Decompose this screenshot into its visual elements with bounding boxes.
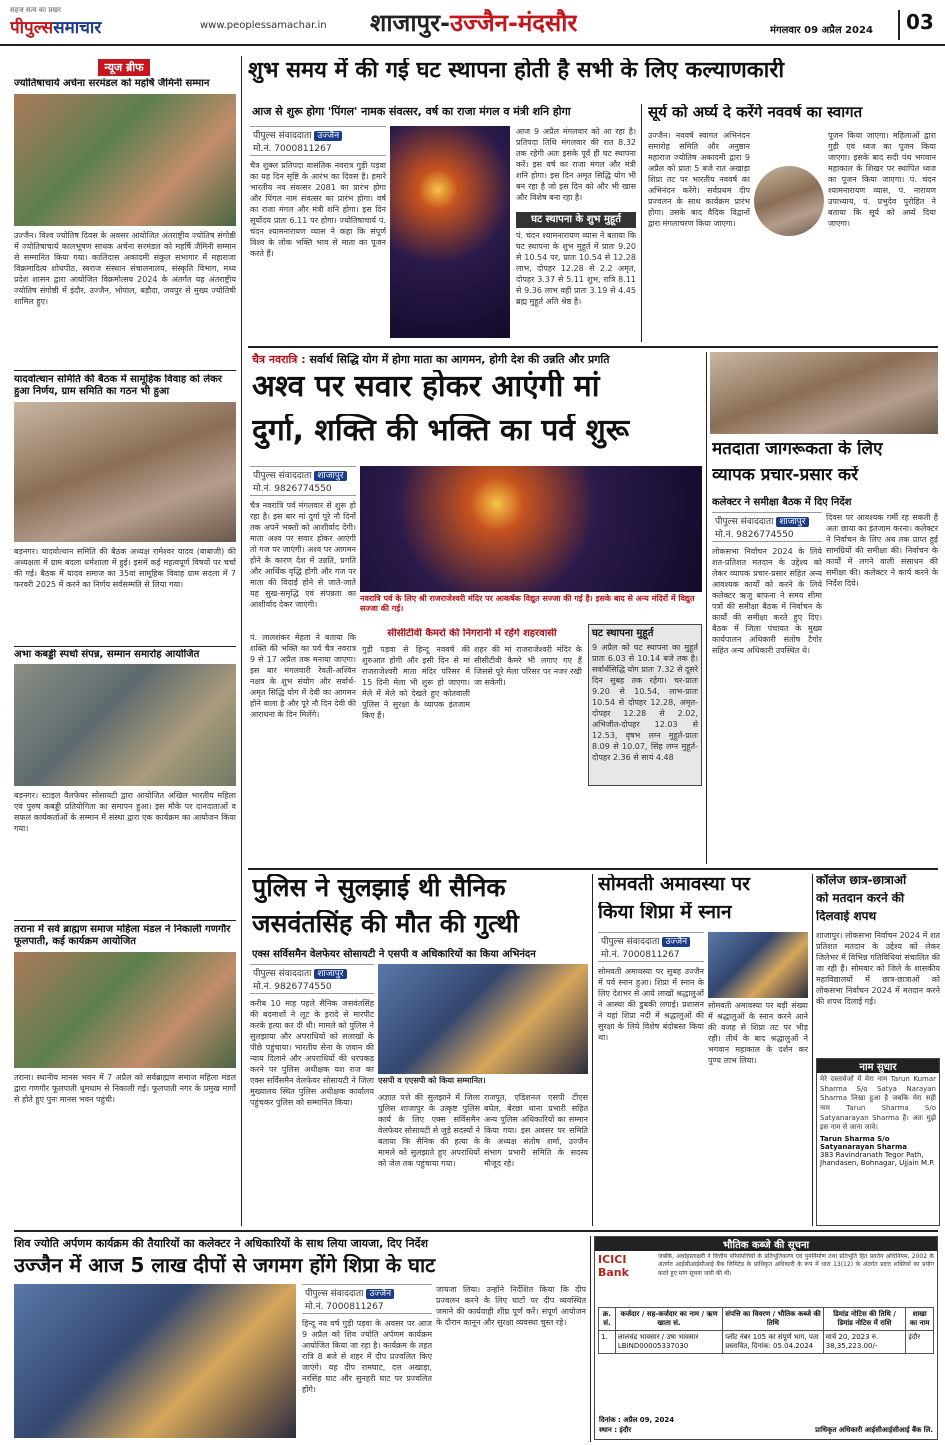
story3-kicker: चैत्र नवरात्रि : सर्वार्थ सिद्धि योग में होगा माता का आगमन, होगी देश की उन्नति और प्रगति: [252, 353, 610, 366]
story3-body: चैत्र नवरात्रि पर्व मंगलवार से शुरू हो रहा है। इस बार मां दुर्गा पूरे नौ दिनों तक अपने भक्तों को आशीर्वाद देंगी। माता अश्व पर सवार होकर आएंगी तो गज पर जाएंगी। अश्व पर आगमन होने के कारण देश में उन्नति, प्रगति और आर्थिक वृद्धि होगी और गज पर माता की विदाई होने से जाते-जाते यह सुख-समृद्धि एवं संपन्नता का आशीर्वाद देकर जाएंगी।: [250, 501, 356, 610]
divider: [14, 370, 236, 371]
page-number: 03: [898, 10, 938, 40]
notice-col-demand: डिमांड नोटिस की तिथि / डिमांड नोटिस में राशि: [823, 1308, 906, 1331]
story2-body: उज्जैन। नववर्ष स्वागत अभिनंदन समारोह समिति और अनुष्ठान महाराज ज्योतिष अकादमी द्वारा 9 अप्रैल को प्रातः 5 बजे रात अखाड़ा शिप्रा तट पर भारतीय नववर्ष का अभिनंदन करेंगे। सर्वप्रथम दीप प्रज्वलन के साथ कार्यक्रम प्रारंभ होगा। उसके बाद वैदिक विद्वानों द्वारा मंगलाचरण किया जाएगा।: [648, 131, 750, 229]
cctv-body-2: शहर की मां राजराजेश्वरी मंदिर के सीसीटीवी कैमरे भी लगाए गए हैं जिससे पूरे मेला परिसर पर नजर रखी जा सकेगी।: [474, 645, 582, 688]
story8-kicker: शिव ज्योति अर्पणम कार्यक्रम की तैयारियों का कलेक्टर ने अधिकारियों के साथ लिया जायजा, दिए निर्देश: [14, 1237, 428, 1250]
brief2-headline: यादवोत्थान समिति की बैठक में सामूहिक विवाह को लेकर हुआ निर्णय, ग्राम समिति का गठन भी हुआ: [14, 374, 222, 397]
news-brief-label: न्यूज ब्रीफ: [98, 59, 149, 76]
story1-mobile: मो.नं. 7000811267: [253, 144, 332, 154]
story6-body-2: सोमवती अमावस्या पर बड़ी संख्या में श्रद्धालुओं के स्नान करने आने की वजह से शिप्रा तट पर भीड़ रही। तीर्थ के बाद श्रद्धालुओं ने भगवान महाकाल के दर्शन कर पुण्य लाभ लिया।: [708, 1001, 808, 1066]
story1-byline: पीपुल्स संवाददाता उज्जैन मो.नं. 7000811267: [250, 126, 386, 156]
logo-name: पीपुल्स: [10, 18, 54, 38]
cctv-body: गुड़ी पड़वा से हिन्दू नववर्ष की शुरुआत होगी और इसी दिन से मां राजराजेश्वरी माता मंदिर परिसर में 15 दिनी मेला भी शुरू हो जाएगा। मेले में मेले को देखते हुए कोतवाली पुलिस ने सुरक्षा के व्यापक इंतजाम किए हैं।: [362, 645, 470, 721]
brief1-photo: [14, 94, 236, 226]
divider: [14, 1230, 938, 1232]
column-divider: [241, 56, 242, 1226]
name-change-signature: Tarun Sharma S/o Satyanarayan Sharma: [820, 1134, 907, 1151]
name-change-heading: नाम सुधार: [817, 1059, 939, 1073]
logo-tagline: सहज सत्य का प्रखर: [10, 6, 61, 14]
brief3-headline: अभा कबड्डी स्पर्धा संपन्न, सम्मान समारोह आयोजित: [14, 649, 200, 660]
temple-photo-caption: नवरात्रि पर्व के लिए श्री राजराजेश्वरी मंदिर पर आकर्षक विद्युत सज्जा की गई है। इसके बाद से अन्य मंदिरों में विद्युत सज्जा की गई।: [360, 594, 695, 614]
newspaper-logo: [10, 6, 210, 40]
brief1-body: उज्जैन। विश्व ज्योतिष दिवस के अवसर आयोजित अंतराष्ट्रीय ज्योतिष संगोष्ठी में ज्योतिषाचार्य कालभूषण साधक अर्चना सरमंडल को महर्षि जैमिनी सम्मान से सम्मानित किया गया। कालिदास अकादमी संकुल सभागार में महाराजा विक्रमादित्य शोधपीठ, स्वराज संस्थान संचालनालय, संस्कृति विभाग, मध्य प्रदेश शासन द्वारा आयोजित विक्रमोत्सव 2024 के अंतर्गत यह अंतराष्ट्रीय ज्योतिष संगोष्ठी में इंदौर, उज्जैन, भोपाल, बड़ौदा, जयपुर से मुख्य ज्योतिषी शामिल हुए।: [14, 231, 236, 307]
brief4-body: तराना। स्थानीय मानस भवन में 7 अप्रैल को सर्वब्राह्मण समाज महिला मंडल द्वारा गणगौर फूलपाती धूमधाम से निकाली गई। फूलपाती नगर के प्रमुख मार्गों से होते हुए पुनः मानस भवन पहुंची।: [14, 1073, 236, 1105]
cctv-heading: सीसीटीवी कैमरों की निगरानी में रहेंगे शहरवासी: [387, 628, 557, 639]
ghat-muhurat-box: [588, 624, 702, 786]
police-honour-photo: [378, 964, 588, 1074]
meeting-photo: [710, 352, 938, 434]
bank-possession-notice: [594, 1236, 938, 1440]
story4-byline: पीपुल्स संवाददाता शाजापुर मो.नं. 9826774550: [712, 512, 822, 542]
notice-col-branch: शाखा का नाम: [906, 1308, 934, 1331]
story8-body-2: जायजा लिया। उन्होंने निर्देशित किया कि दीप प्रज्वलन करने के लिए घाटों पर दीप व्यवस्थित जमाने की कार्यवाही शीघ्र पूर्ण करें। संपूर्ण आयोजन के दौरान कानून और सुरक्षा व्यवस्था चुस्त रहे।: [436, 1285, 586, 1328]
edition-title: शाजापुर-उज्जैन-मंदसौर: [370, 9, 578, 37]
temple-night-photo: [360, 466, 702, 592]
issue-date: मंगलवार 09 अप्रैल 2024: [770, 25, 873, 36]
story3-headline-2: दुर्गा, शक्ति की भक्ति का पर्व शुरू: [252, 414, 630, 448]
story5-body-3: राजपूत, एडिशनल एसपी टीएस बघेल, बेरछा थाना प्रभारी सहित अन्य पुलिस अधिकारियों का सम्मान किया गया। इस अवसर पर समिति के अध्यक्ष संतोष शर्मा, उज्जैन संभाग प्रभारी समिति के सदस्य मौजूद रहे।: [484, 1093, 588, 1169]
story1-body-2: आज 9 अप्रैल मंगलवार को आ रहा है। प्रतिपदा तिथि मंगलवार की रात 8.32 तक रहेगी अतः इसके पूर्व ही घट स्थापना करें। इस वर्ष का राजा मंगल और मंत्री शनि होगा। इस दिन अमृत सिद्धि योग भी बन रहा है जो इस दिन को और भी खास और विशेष बना रहा है।: [516, 127, 636, 203]
notice-col-borrower: कर्जदार / सह-कर्जदार का नाम / ऋण खाता सं.: [615, 1308, 722, 1331]
ghat-muhurat-heading: घट स्थापना मुहूर्त: [592, 628, 654, 639]
notice-col-serial: क्र. सं.: [599, 1308, 616, 1331]
icici-bank-logo: ICICI Bank: [598, 1253, 629, 1279]
story6-body: सोमवती अमावस्या पर सुबह उज्जैन में पर्व स्नान हुआ। शिप्रा में स्नान के लिए देशभर से आये लाखों श्रद्धालुओं ने आस्था की डुबकी लगाई। प्रशासन ने यहां शिप्रा नदी में श्रद्धालुओं की सुरक्षा के लिये विशेष बंदोबस्त किया था।: [598, 967, 704, 1043]
muhurat-body: पं. चंदन श्यामनारायण व्यास ने बताया कि घट स्थापना के शुभ मुहूर्त में प्रातः 9.20 से 10.54 पर, प्रातः 10.54 से 12.28 लाभ, दोपहर 12.28 से 2.2 अमृत, दोपहर 3.37 से 5.11 शुभ, रात्रि 8.11 से 9.36 लाभ वहीं प्रातः 3.19 से 4.45 ब्रह्म मुहूर्त अति श्रेष्ठ है।: [516, 231, 636, 307]
shipra-ghat-photo: [14, 1284, 296, 1438]
news-brief-column: [14, 56, 236, 1226]
story2-body-2: पूजन किया जाएगा। महिलाओं द्वारा गुड़ी एवं ध्वज का पूजन किया जाएगा। इसके बाद सदी पंथ भगवान महाकाल के शिखर पर स्थापित ध्वज का पूजन किया जाएगा। पं. चंदन श्यामनारायण व्यास, पं. नारायण उपाध्याय, पं. प्रभुदेव पुरोहित ने बताया कि सूर्य को अर्घ्य दिया जाएगा।: [828, 131, 936, 229]
logo-name-2: समाचार: [53, 18, 102, 38]
story3-headline-1: अश्व पर सवार होकर आएंगी मां: [252, 370, 600, 404]
notice-place: स्थान : इंदौर: [599, 1426, 632, 1434]
story1-subhead: आज से शुरू होगा 'पिंगल' नामक संवत्सर, वर्ष का राजा मंगल व मंत्री शनि होगा: [252, 105, 571, 118]
shipra-bath-photo: [708, 932, 808, 998]
story1-photo: [390, 126, 510, 338]
story8-body: हिन्दू नव वर्ष गुड़ी पड़वा के अवसर पर आज 9 अप्रैल को शिव ज्योति अर्पणम कार्यक्रम आयोजित किया जा रहा है। कार्यक्रम के तहत रात्रि 8 बजे से शहर में दीप प्रज्वलित किए जाएंगे। यह दीप रामघाट, दत्त अखाड़ा, नरसिंह घाट और सुनहरी घाट पर प्रज्वलित होंगे।: [302, 1319, 432, 1395]
notice-table: [598, 1307, 934, 1354]
ghat-muhurat-body: 9 अप्रैल को घट स्थापना का मुहूर्त प्रातः 6.03 से 10.14 बजे तक है। सर्वार्थसिद्धि योग प्रातः 7.32 से दूसरे दिन सुबह तक रहेगा। चर-प्रातः 9.20 से 10.54, लाभ-प्रातः 10.54 से दोपहर 12.28, अमृत-दोपहर 12.28 से 2.02, अभिजीत-दोपहर 12.03 से 12.53, वृषभ लग्न मुहूर्त-प्रातः 8.09 से 10.07, सिंह लग्न मुहूर्त-दोपहर 2.36 से सायं 4.48: [592, 642, 698, 762]
name-change-notice: [816, 1058, 940, 1226]
notice-col-property: संपत्ति का विवरण / भौतिक कब्जे की तिथि: [723, 1308, 824, 1331]
story1-body: चैत्र शुक्ल प्रतिपदा वासंतिक नवरात्र गुड़ी पड़वा का यह दिन सृष्टि के आरंभ का दिवस है। हमारे भारतीय नव संवत्सर 2081 का प्रारंभ होगा और पिंगल नाम संवत्सर का प्रारंभ होगा। वर्ष का राजा मंगल और मंत्री शनि होगा। इस दिन सूर्योदय प्रातः 6.11 पर होगा। ज्योतिषाचार्य पं. चंदन श्यामनारायण व्यास ने कहा कि संपूर्ण विश्व के लोक भक्ति भाव से माता का पूजन करते हैं।: [250, 161, 386, 259]
story5-headline-2: जसवंतसिंह की मौत की गुत्थी: [252, 910, 519, 938]
column-divider: [641, 104, 642, 342]
website-url[interactable]: www.peoplessamachar.in: [200, 20, 327, 31]
column-divider: [706, 352, 707, 864]
story7-headline-1: कॉलेज छात्र-छात्राओं: [816, 874, 907, 887]
brief2-photo: [14, 402, 236, 542]
brief1-headline: ज्योतिषाचार्य अर्चना सरमंडल को महर्षि जैमिनी सम्मान: [14, 78, 210, 89]
story7-body: शाजापुर। लोकसभा निर्वाचन 2024 में शत प्रतिशत मतदान के उद्देश्य को लेकर जिलेभर में विभिन्न गतिविधियां संचालित की जा रही हैं। सोमवार को जिले के शासकीय महाविद्यालयों में छात्र-छात्राओं को लोकसभा निर्वाचन 2024 में मतदान करने की शपथ दिलाई गई।: [816, 931, 940, 1007]
story4-body: लोकसभा निर्वाचन 2024 के लिये शत-प्रतिशत मतदान के उद्देश्य को लेकर व्यापक प्रचार-प्रसार सहित अन्य आवश्यक कार्यों को करने के लिये कलेक्टर ऋजु बाफना ने समय सीमा पत्रों की समीक्षा बैठक में निर्वाचन के कार्यों की समीक्षा करते हुए दिए। बैठक में जिला पंचायत के मुख्य कार्यपालन अधिकारी संतोष टैगोर सहित अन्य अधिकारी उपस्थित थे।: [712, 547, 822, 656]
column-divider: [592, 874, 593, 1226]
story8-headline: उज्जैन में आज 5 लाख दीपों से जगमग होंगे शिप्रा के घाट: [14, 1254, 436, 1277]
story5-body-2: अज्ञात पत्ते की सुलझाने में जिला पुलिस शाजापुर के उत्कृष्ट पुलिस कार्य के लिए एक्स सर्विसमैन वेलफेयर सोसायटी से जुड़े सदस्यों ने बताया कि सैनिक की हत्या के मामले को सुलझाते हुए अपराधियों को जेल तक पहुंचाया गया।: [378, 1093, 480, 1169]
story6-byline: पीपुल्स संवाददाता उज्जैन मो.नं. 7000811267: [598, 932, 704, 962]
police-photo-caption: एसपी व एएसपी को किया सम्मानित।: [378, 1076, 486, 1085]
table-row: 1. लालचंद्र भावसार / उषा भावसार LBIND00005337030 प्लॉट नंबर 105 का संपूर्ण भाग, पता प्रस्तावित, दिनांक: 05.04.2024 मार्च 20, 2023 रु. 38,35,223.00/- इंदौर: [599, 1331, 934, 1354]
name-change-address: 383 Ravindranath Tegor Path, Jhandasen, Bohnagar, Ujjain M.P.: [820, 1150, 935, 1167]
brief4-photo: [14, 952, 236, 1068]
divider: [248, 346, 938, 348]
story4-headline-1: मतदाता जागरूकता के लिए: [712, 440, 883, 459]
notice-date: दिनांक : अप्रैल 09, 2024: [599, 1416, 675, 1424]
divider: [14, 920, 236, 921]
story1-headline: शुभ समय में की गई घट स्थापना होती है सभी के लिए कल्याणकारी: [248, 58, 785, 83]
story5-body: करीब 10 माह पहले सैनिक जसवंतसिंह की बदमाशों ने लूट के इरादे से मारपीट करके हत्या कर दी थी। मामले को पुलिस ने सुलझाया और अपराधियों को सलाखों के पीछे पहुंचाया। भारतीय सेना के जवान की न्याय दिलाने और अपराधियों की धरपकड़ करने पर पुलिस अधीक्षक यश राज का एक्स सर्विसमैन वेलफेयर सोसायटी ने जिला मुख्यालय स्थित पुलिस अधीक्षक कार्यालय पहुंचकर पुलिस को सम्मानित किया।: [250, 999, 374, 1108]
masthead: [0, 0, 945, 46]
story3-body-2: पं. लालशंकर मेहता ने बताया कि शक्ति की भक्ति का पर्व चैत्र नवरात्र 9 से 17 अप्रैल तक मनाया जाएगा। इस बार मंगलवारी रेवती-अश्विन नक्षत्र के शुभ संयोग और सर्वार्थ-अमृत सिद्धि योग में देवी का आगमन होने वाला है और पूरे नौ दिन देवी की आराधना के दिन मिलेंगे।: [250, 633, 356, 720]
notice-intro: जबकि, अधोहस्ताक्षरी ने वित्तीय परिसंपत्तियों के प्रतिभूतिकरण एवं पुनर्निर्माण तथा प्रतिभूति हित प्रवर्तन अधिनियम, 2002 के अंतर्गत आईसीआईसीआई बैंक लिमिटेड के प्राधिकृत अधिकारी के रूप में धारा 13(12) के अंतर्गत प्रदत्त शक्तियों का प्रयोग करते हुए मांग सूचना जारी की थी।: [658, 1253, 934, 1277]
story8-byline: पीपुल्स संवाददाता उज्जैन मो.नं. 7000811267: [302, 1284, 432, 1314]
story2-headline: सूर्य को अर्घ्य दे करेंगे नववर्ष का स्वागत: [648, 104, 863, 121]
story6-headline-1: सोमवती अमावस्या पर: [598, 874, 750, 895]
brief3-photo: [14, 664, 236, 786]
notice-heading: भौतिक कब्जे की सूचना: [595, 1237, 937, 1251]
story5-subhead: एक्स सर्विसमैन वेलफेयर सोसायटी ने एसपी व अधिकारियों का किया अभिनंदन: [252, 949, 536, 960]
story7-headline-2: को मतदान करने की: [816, 892, 905, 905]
coconut-kalash-photo: [754, 166, 824, 236]
story4-headline-2: व्यापक प्रचार-प्रसार करें: [712, 466, 859, 485]
notice-signatory: प्राधिकृत अधिकारी आईसीआईसीआई बैंक लि.: [815, 1426, 933, 1434]
muhurat-heading: घट स्थापना के शुभ मुहूर्त: [516, 212, 636, 228]
brief4-headline: तराना में सर्व ब्राह्मण समाज महिला मंडल ने निकाली गणगौर फूलपाती, कई कार्यक्रम आयोजित: [14, 924, 231, 947]
divider: [248, 868, 938, 870]
column-divider: [812, 874, 813, 1226]
story5-byline: पीपुल्स संवाददाता शाजापुर मो.नं. 9826774550: [250, 964, 374, 994]
story4-subhead: कलेक्टर ने समीक्षा बैठक में दिए निर्देश: [712, 497, 852, 508]
story1-city: उज्जैन: [314, 131, 342, 141]
brief2-body: बड़नगर। यादवोत्थान समिति की बैठक अध्यक्ष रामेश्वर यादव (बाबाजी) की अध्यक्षता में ग्राम बदला धर्मशाला में हुई। इसमें कई महत्वपूर्ण विषयों पर चर्चा की गई। बैठक में यादव समाज का 35वां सामूहिक विवाह ग्राम सदला में 7 फरवरी 2025 में करने का निर्णय सर्वसम्मति से लिया गया।: [14, 547, 236, 590]
story4-body-2: दिवस पर आवश्यक गर्मी रह सकती है अतः छाया का इंतजाम करना। कलेक्टर ने निर्वाचन के लिए अब तक प्राप्त हुई सामग्रियों की समीक्षा की। निर्वाचन के कार्यों में लगने वाली संसाधन की समीक्षा की। कलेक्टर ने कार्य करने के निर्देश दिये।: [826, 513, 938, 589]
story5-headline-1: पुलिस ने सुलझाई थी सैनिक: [252, 874, 506, 902]
divider: [14, 646, 236, 647]
column-divider: [590, 1236, 591, 1442]
story7-headline-3: दिलवाई शपथ: [816, 910, 877, 923]
brief3-body: बड़नगर। स्टाइल वैलफेयर सोसायटी द्वारा आयोजित अखिल भारतीय महिला एवं पुरुष कबड्डी प्रतियोगिता का समापन हुआ। इस मौके पर दानदाताओं व सफल कार्यकर्ताओं के सम्मान में संस्था द्वारा एक कार्यक्रम का आयोजन किया गया।: [14, 791, 236, 834]
name-change-body: मेरे दस्तावेजों में मेरा नाम Tarun Kumar Sharma S/o Satya Narayan Sharma लिखा हुआ है जबकि मेरा सही नाम Tarun Sharma S/o Satyanarayan Sharma है। अतः मुझे इस नाम से जाना जावे।: [820, 1075, 936, 1132]
story3-byline: पीपुल्स संवाददाता शाजापुर मो.नं. 9826774550: [250, 466, 356, 496]
story6-headline-2: किया शिप्रा में स्नान: [598, 902, 732, 923]
